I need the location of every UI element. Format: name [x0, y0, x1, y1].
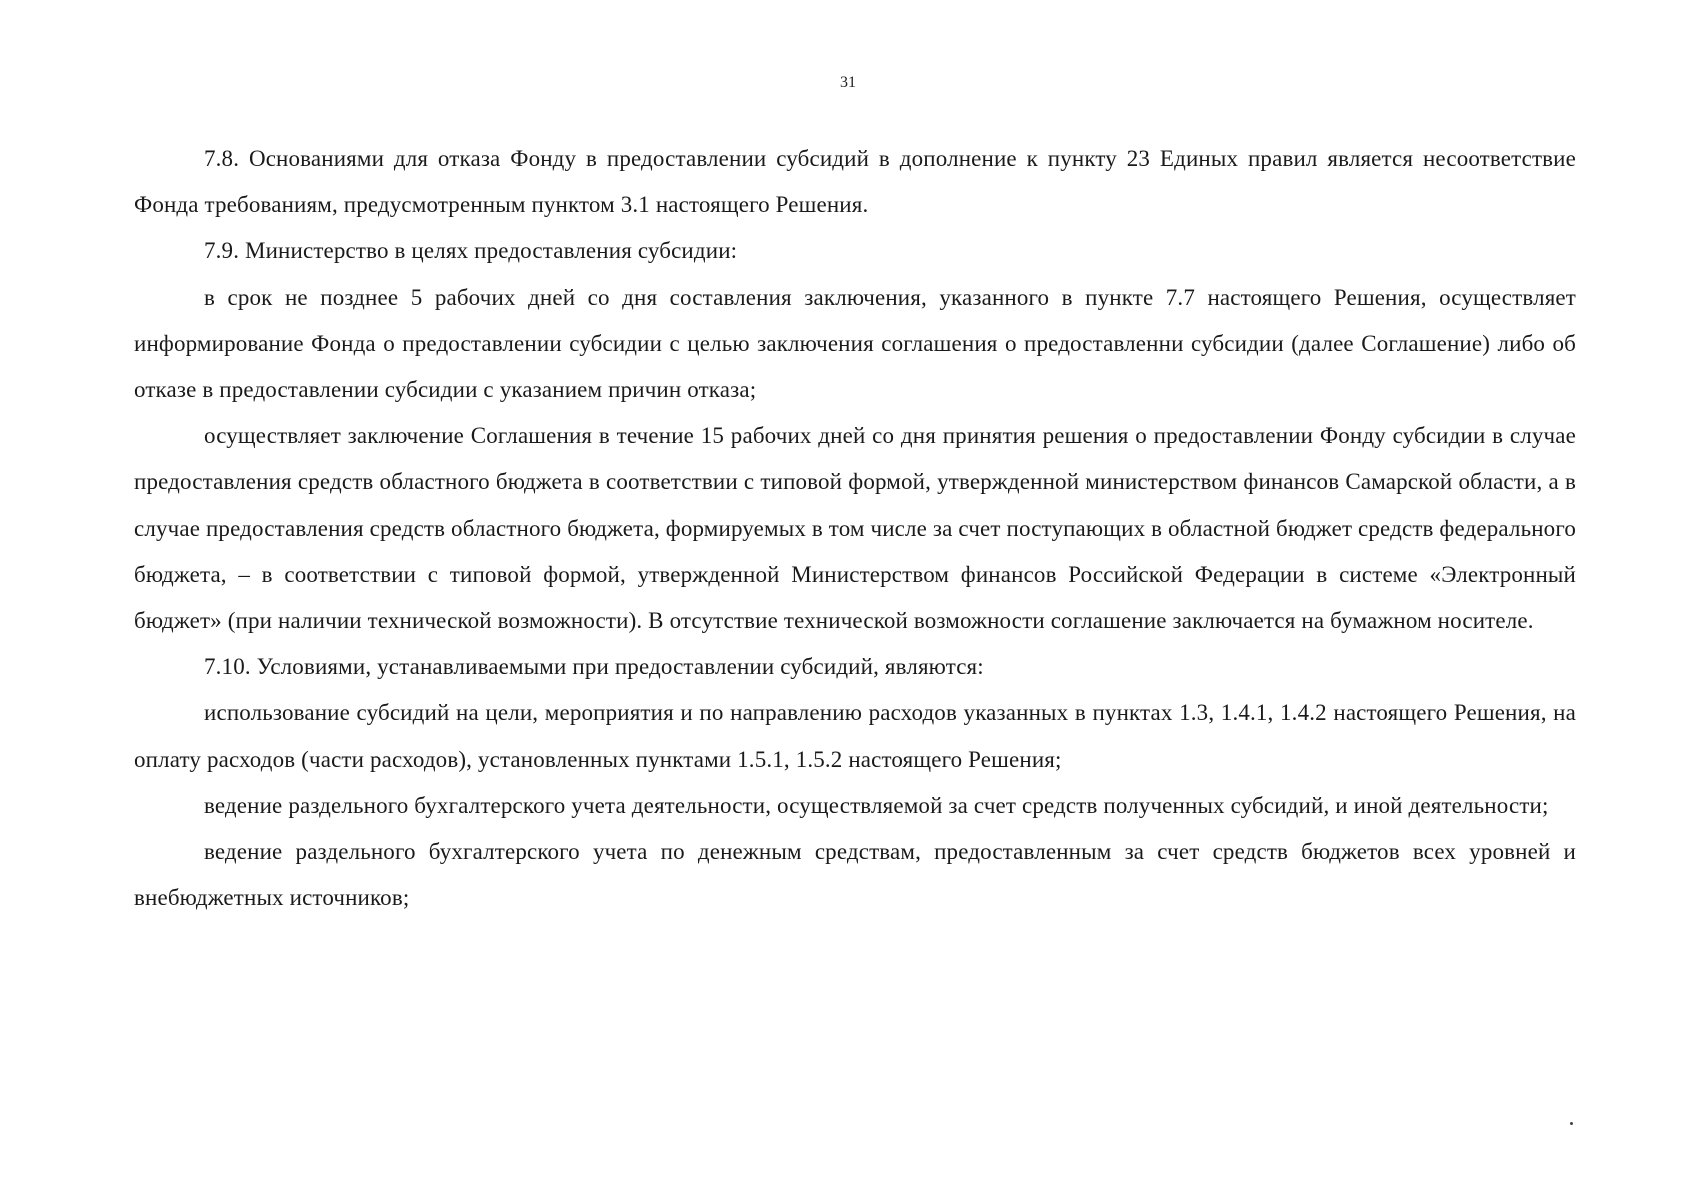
paragraph-7-10: 7.10. Условиями, устанавливаемыми при предоставлении субсидий, являются:: [204, 654, 984, 680]
page-number: 31: [840, 74, 856, 91]
paragraph-7-9-informing: в срок не позднее 5 рабочих дней со дня составления заключения, указанного в пункте 7.7 настоящего Решения, осуществляет информирование Фонда о предоставлении субсидии с целью заключения соглашения о предоставленни субсидии (далее Соглашение) либо об отказе в предоставлении субсидии с указанием причин отказа;: [134, 284, 1576, 403]
paragraph-7-9: 7.9. Министерство в целях предоставления субсидии:: [204, 238, 738, 264]
paragraph-7-10-cash-accounting: ведение раздельного бухгалтерского учета по денежным средствам, предоставленным за счет средств бюджетов всех уровней и внебюджетных источников;: [134, 839, 1576, 911]
paragraph-7-9-agreement: осуществляет заключение Соглашения в течение 15 рабочих дней со дня принятия решения о предоставлении Фонду субсидии в случае предоставления средств областного бюджета в соответствии с типовой формой, утвержденной министерством финансов Самарской области, а в случае предоставления средств областного бюджета, формируемых в том числе за счет поступающих в областной бюджет средств федерального бюджета, – в соответствии с типовой формой, утвержденной Министерством финансов Российской Федерации в системе «Электронный бюджет» (при наличии технической возможности). В отсутствие технической возможности соглашение заключается на бумажном носителе.: [134, 423, 1576, 634]
paragraph-7-8: 7.8. Основаниями для отказа Фонду в предоставлении субсидий в дополнение к пункту 23 Единых правил является несоответствие Фонда требованиям, предусмотренным пунктом 3.1 настоящего Решения.: [134, 146, 1576, 218]
paragraph-7-10-separate-accounting: ведение раздельного бухгалтерского учета деятельности, осуществляемой за счет средств полученных субсидий, и иной деятельности;: [204, 792, 1549, 818]
scan-speck: [1570, 1122, 1573, 1125]
paragraph-7-10-usage: использование субсидий на цели, мероприятия и по направлению расходов указанных в пунктах 1.3, 1.4.1, 1.4.2 настоящего Решения, на оплату расходов (части расходов), установленных пунктами 1.5.1, 1.5.2 настоящего Решения;: [134, 700, 1576, 772]
document-body: [134, 136, 1576, 921]
